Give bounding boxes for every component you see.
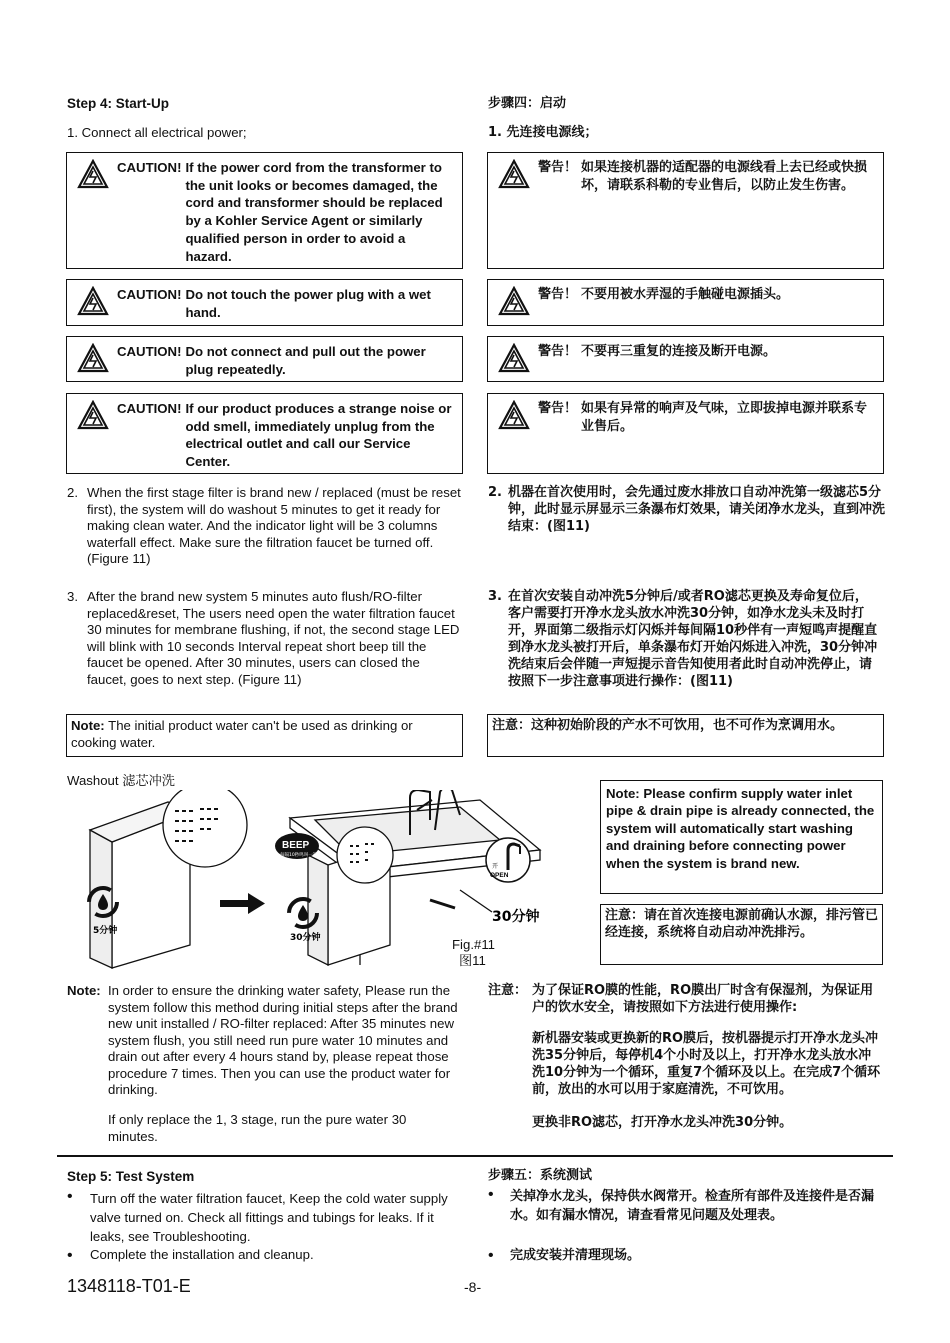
display-zoom-right [337, 827, 393, 883]
open-cn: 开 [492, 863, 499, 870]
warning-triangle-icon [77, 400, 109, 430]
item3-cn: 在首次安装自动冲洗5分钟后/或者RO滤芯更换及寿命复位后，客户需要打开净水龙头放水冲洗30分钟，如净水龙头未及时打开，界面第二级指示灯闪烁并每间隔10秒伴有一声短鸣声提醒直到净水龙头被打开后，单条瀑布灯开始闪烁进入冲洗，30分钟冲洗结束后会伴随一声短提示音告知使用者此时自动冲洗停止，请按照下一步注意事项进行操作：(图11) [508, 589, 878, 689]
warning-triangle-icon [498, 343, 530, 373]
warning-triangle-icon [498, 400, 530, 430]
step5-bullet1-cn: 关掉净水龙头，保持供水阀常开。检查所有部件及连接件是否漏水。如有漏水情况，请查看常见问题及处理表。 [510, 1189, 875, 1223]
caution-label: 警告！ [538, 401, 578, 416]
section-divider [57, 1155, 893, 1157]
caution-label: 警告！ [538, 160, 578, 175]
step4-title-cn: 步骤四：启动 [488, 96, 567, 111]
note-box-supply-en: Note: Please confirm supply water inlet pipe & drain pipe is already connected, the system will automatically start washing and draining before connecting power when the system is brand new. [600, 780, 883, 894]
item1-en: 1. Connect all electrical power; [67, 125, 247, 140]
caution-label: 警告！ [538, 287, 578, 302]
step4-title-en: Step 4: Start-Up [67, 96, 170, 111]
note2-p2-en: If only replace the 1, 3 stage, run the pure water 30 minutes. [108, 1112, 407, 1144]
beep-text: BEEP [282, 840, 310, 851]
caution-text: If the power cord from the transformer to the unit looks or becomes damaged, the cord and transformer should be replaced by a Kohler Service Agent or similarly qualified person in order to avoid a hazard. [185, 160, 443, 264]
caution-box-4-en [66, 393, 463, 474]
step5-title-en: Step 5: Test System [67, 1169, 195, 1184]
warning-triangle-icon [77, 343, 109, 373]
caution-box-3-cn [487, 336, 884, 382]
step5-bullet2-cn: 完成安装并清理现场。 [510, 1248, 641, 1263]
item2-cn: 机器在首次使用时，会先通过废水排放口自动冲洗第一级滤芯5分钟，此时显示屏显示三条瀑布灯效果，请关闭净水龙头，直到冲洗结束：(图11) [508, 485, 886, 534]
washout-label: Washout 滤芯冲洗 [67, 773, 175, 788]
doc-number: 1348118-T01-E [67, 1276, 191, 1296]
note2-label-en: Note: [67, 983, 101, 998]
warning-triangle-icon [498, 286, 530, 316]
item2-num-en: 2. [67, 485, 78, 500]
beep-subtext: 每隔10秒鸣叫一次 [280, 853, 318, 858]
caution-label: CAUTION! [117, 344, 182, 359]
item1-cn: 1. 先连接电源线； [488, 125, 598, 140]
caution-text: 如果连接机器的适配器的电源线看上去已经或快损坏，请联系科勒的专业售后，以防止发生伤害。 [581, 160, 868, 193]
caution-box-1-cn [487, 152, 884, 269]
caution-label: CAUTION! [117, 401, 182, 416]
display-zoom-left [163, 790, 247, 867]
note2-p1-cn: 为了保证RO膜的性能，RO膜出厂时含有保湿剂，为保证用户的饮水安全，请按照如下方法进行使用操作: [532, 983, 874, 1015]
fig-label-cn: 图11 [459, 953, 486, 968]
note1-box-en [66, 714, 463, 757]
label-5min: 5分钟 [93, 926, 118, 936]
caution-text: Do not connect and pull out the power plug repeatedly. [185, 344, 426, 377]
note1-box-cn: 注意：这种初始阶段的产水不可饮用，也不可作为烹调用水。 [487, 714, 884, 757]
fig-label-en: Fig.#11 [452, 937, 496, 952]
caution-box-2-en [66, 279, 463, 326]
item2-en: When the first stage filter is brand new / replaced (must be reset first), the system will do washout 5 minutes to get it ready for making clean water. And the indicator light will be 3 columns waterfall effect. Make sure the filtration faucet be turned off. (Figure 11) [87, 485, 461, 566]
caution-box-1-en [66, 152, 463, 269]
label-30min: 30分钟 [290, 933, 321, 943]
item3-en: After the brand new system 5 minutes auto flush/RO-filter replaced&reset, The users need open the water filtration faucet 30 minutes for membrane flushing, if not, the second stage LED will blink with 10 seconds Interval repeat short beep till the faucet be opened. After 30 minutes, users can closed the faucet, goes to next step. (Figure 11) [87, 589, 460, 687]
warning-triangle-icon [498, 159, 530, 189]
arrow-right-icon [220, 893, 265, 914]
page-number: -8- [464, 1279, 482, 1295]
note-label: Note: [71, 718, 105, 733]
caution-box-3-en [66, 336, 463, 382]
warning-triangle-icon [77, 159, 109, 189]
item3-num-en: 3. [67, 589, 78, 604]
note2-p1-en: In order to ensure the drinking water safety, Please run the system follow this method during initial steps after the brand new unit installed / RO-filter replaced: After 35 minutes new system flush, you still need run pure water 10 minutes and drain out after every 4 hours stand by, please repeat those procedure 7 times. Then you can use the product water for drinking. [108, 983, 458, 1097]
beep-badge [275, 833, 319, 859]
note-box-supply-cn: 注意：请在首次连接电源前确认水源，排污管已经连接，系统将自动启动冲洗排污。 [600, 904, 883, 965]
note2-p3-cn: 更换非RO滤芯，打开净水龙头冲洗30分钟。 [532, 1115, 793, 1130]
caution-box-4-cn [487, 393, 884, 474]
open-en: OPEN [490, 872, 509, 879]
bullet-dot: • [488, 1186, 494, 1203]
bullet-dot: • [67, 1188, 73, 1205]
caution-text: 不要用被水弄湿的手触碰电源插头。 [581, 287, 790, 302]
bullet-dot: • [488, 1247, 494, 1264]
step5-bullet2-en: Complete the installation and cleanup. [90, 1247, 314, 1262]
item2-num-cn: 2. [488, 485, 502, 500]
note2-label-cn: 注意： [488, 983, 528, 998]
washout-illustration [60, 790, 600, 975]
caution-text: If our product produces a strange noise or odd smell, immediately unplug from the electrical outlet and call our Service Center. [185, 401, 452, 470]
caution-text: Do not touch the power plug with a wet hand. [185, 287, 431, 320]
caution-label: CAUTION! [117, 160, 182, 175]
step5-title-cn: 步骤五：系统测试 [488, 1168, 593, 1183]
caution-label: CAUTION! [117, 287, 182, 302]
note2-p2-cn: 新机器安装或更换新的RO膜后，按机器提示打开净水龙头冲洗35分钟后，每停机4个小时及以上，打开净水龙头放水冲洗10分钟为一个循环，重复7个循环及以上。在完成7个循环前，放出的水可以用于家庭清洗，不可饮用。 [532, 1031, 881, 1097]
bullet-dot: • [67, 1247, 73, 1264]
note-text: The initial product water can't be used as drinking or cooking water. [71, 718, 413, 750]
caution-label: 警告！ [538, 344, 578, 359]
step5-bullet1-en: Turn off the water filtration faucet, Keep the cold water supply valve turned on. Check all fittings and tubings for leaks. If it leaks, see Troubleshooting. [90, 1191, 448, 1244]
caution-box-2-cn [487, 279, 884, 326]
item3-num-cn: 3. [488, 589, 502, 604]
warning-triangle-icon [77, 286, 109, 316]
caution-text: 如果有异常的响声及气味，立即拔掉电源并联系专业售后。 [581, 401, 868, 434]
timer-30min: 30分钟 [492, 909, 540, 925]
timer-arrow [460, 890, 492, 912]
caution-text: 不要再三重复的连接及断开电源。 [581, 344, 777, 359]
